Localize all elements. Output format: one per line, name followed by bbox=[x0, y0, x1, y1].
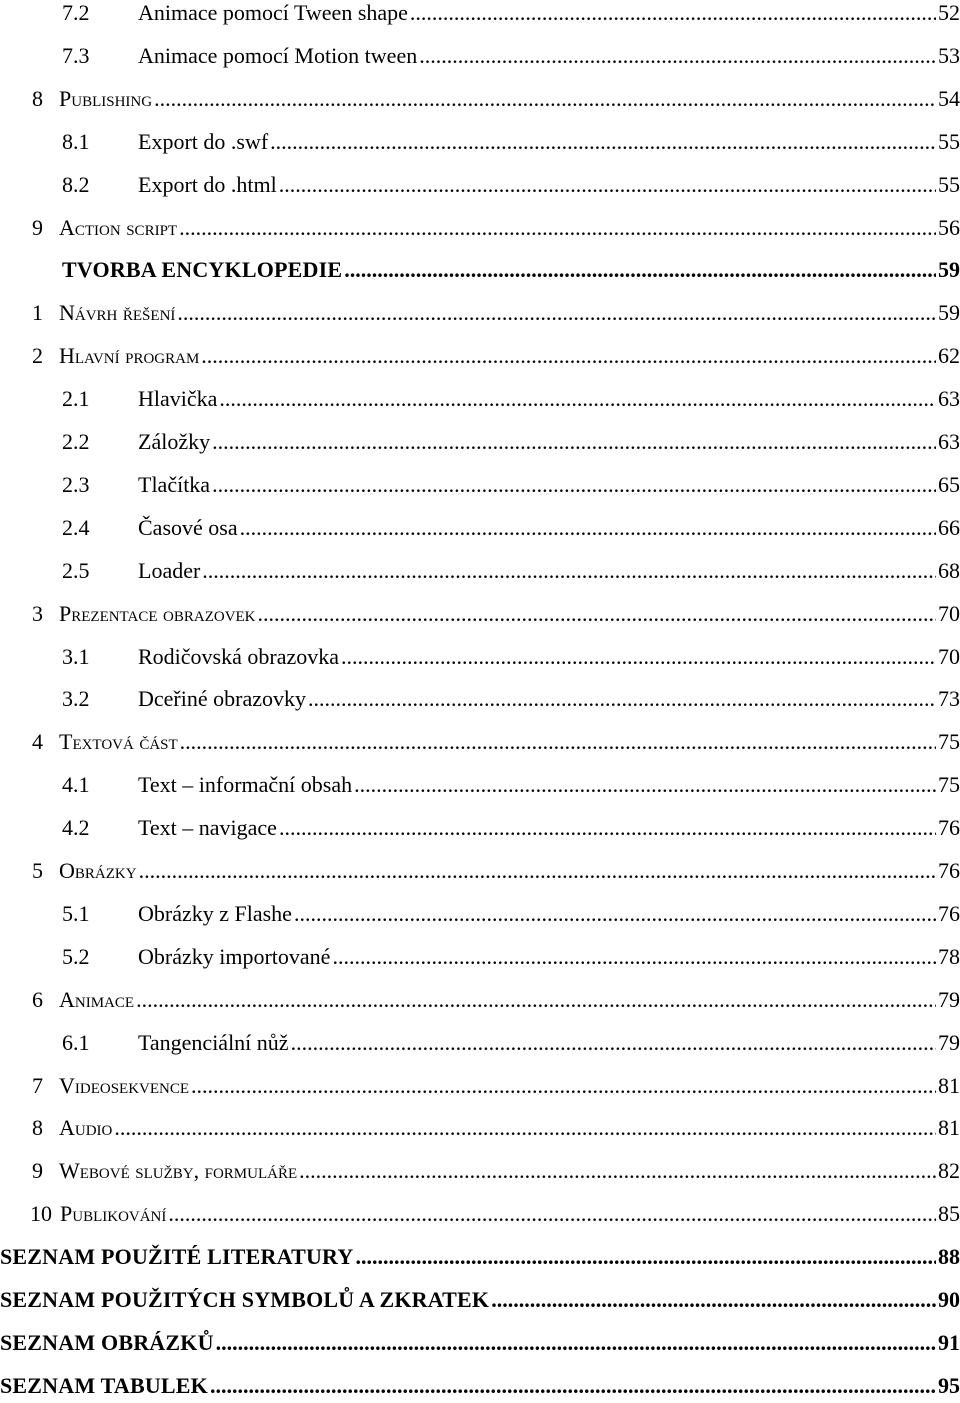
toc-entry[interactable] bbox=[0, 1326, 960, 1360]
toc-entry-title: Publikování bbox=[60, 1201, 167, 1227]
toc-entry-page: 82 bbox=[938, 1158, 960, 1184]
toc-entry-title: Export do .html bbox=[138, 171, 277, 197]
toc-dot-leader bbox=[491, 1283, 936, 1317]
toc-entry[interactable] bbox=[0, 382, 960, 416]
toc-entry-page: 59 bbox=[938, 257, 960, 283]
toc-dot-leader bbox=[177, 296, 936, 330]
toc-entry-title: Text – informační obsah bbox=[138, 772, 353, 798]
toc-entry-number: 9 bbox=[32, 214, 43, 240]
toc-dot-leader bbox=[219, 382, 936, 416]
toc-dot-leader bbox=[168, 1197, 936, 1231]
toc-dot-leader bbox=[308, 682, 936, 716]
toc-entry-title: Textová část bbox=[59, 729, 178, 755]
toc-dot-leader bbox=[258, 597, 936, 631]
toc-dot-leader bbox=[216, 1326, 936, 1360]
toc-entry-title: Dceřiné obrazovky bbox=[138, 686, 306, 712]
toc-entry-title: Webové služby, formuláře bbox=[59, 1158, 298, 1184]
toc-entry-number: 8 bbox=[32, 85, 43, 111]
toc-dot-leader bbox=[332, 940, 936, 974]
toc-dot-leader bbox=[180, 725, 936, 759]
toc-entry-page: 73 bbox=[938, 686, 960, 712]
toc-entry-page: 63 bbox=[938, 429, 960, 454]
toc-entry-number: 2.2 bbox=[62, 429, 90, 454]
toc-dot-leader bbox=[419, 39, 936, 73]
toc-entry-page: 79 bbox=[938, 986, 960, 1012]
toc-entry-page: 91 bbox=[938, 1329, 960, 1355]
toc-dot-leader bbox=[291, 1026, 936, 1060]
toc-entry[interactable] bbox=[0, 211, 960, 245]
toc-entry-number: 2.4 bbox=[62, 514, 90, 540]
toc-entry-title: Action script bbox=[59, 214, 178, 240]
toc-entry[interactable] bbox=[0, 854, 960, 888]
toc-entry-number: 7.3 bbox=[62, 42, 90, 68]
toc-entry-page: 75 bbox=[938, 772, 960, 798]
toc-entry-page: 88 bbox=[938, 1244, 960, 1270]
toc-entry[interactable] bbox=[0, 897, 960, 931]
toc-entry-page: 81 bbox=[938, 1115, 960, 1141]
toc-entry-number: 1 bbox=[32, 300, 43, 326]
toc-entry[interactable] bbox=[0, 1369, 960, 1403]
toc-entry[interactable] bbox=[0, 253, 960, 287]
toc-entry-number: 5.1 bbox=[62, 900, 90, 926]
toc-entry[interactable] bbox=[0, 1240, 960, 1274]
toc-entry-title: SEZNAM POUŽITÝCH SYMBOLŮ A ZKRATEK bbox=[0, 1287, 490, 1312]
toc-entry-title: Animace bbox=[59, 986, 135, 1012]
toc-entry-page: 70 bbox=[938, 600, 960, 626]
toc-entry[interactable] bbox=[0, 983, 960, 1017]
toc-entry-number: 8.2 bbox=[62, 171, 90, 197]
toc-entry-title: Návrh řešení bbox=[59, 300, 176, 326]
toc-entry[interactable] bbox=[0, 1069, 960, 1103]
toc-dot-leader bbox=[240, 511, 936, 545]
toc-dot-leader bbox=[294, 897, 936, 931]
toc-dot-leader bbox=[299, 1154, 936, 1188]
toc-entry-number: 3.2 bbox=[62, 686, 90, 712]
toc-entry[interactable] bbox=[0, 296, 960, 330]
toc-entry-page: 66 bbox=[938, 514, 960, 540]
toc-dot-leader bbox=[410, 0, 936, 30]
toc-dot-leader bbox=[212, 425, 936, 459]
toc-entry-number: 6.1 bbox=[62, 1029, 90, 1055]
toc-entry[interactable] bbox=[0, 339, 960, 373]
toc-entry-title: Text – navigace bbox=[138, 815, 277, 841]
toc-entry-number: 6 bbox=[32, 986, 43, 1012]
toc-entry-number: 5.2 bbox=[62, 943, 90, 969]
toc-entry[interactable] bbox=[0, 125, 960, 159]
toc-entry[interactable] bbox=[0, 1111, 960, 1145]
toc-entry-number: 2 bbox=[32, 343, 43, 369]
toc-entry-number: 2.5 bbox=[62, 557, 90, 583]
toc-dot-leader bbox=[191, 1069, 936, 1103]
toc-entry-page: 54 bbox=[938, 85, 960, 111]
toc-entry-title: Loader bbox=[138, 557, 201, 583]
toc-entry-page: 55 bbox=[938, 171, 960, 197]
toc-entry-number: 4.1 bbox=[62, 772, 90, 798]
toc-entry-title: Časové osa bbox=[138, 514, 238, 540]
toc-entry-page: 70 bbox=[938, 643, 960, 669]
toc-dot-leader bbox=[154, 82, 936, 116]
toc-entry-title: Obrázky bbox=[59, 858, 137, 883]
toc-entry-number: 8.1 bbox=[62, 128, 90, 154]
toc-entry-title: Obrázky importované bbox=[138, 943, 331, 969]
toc-entry[interactable] bbox=[0, 940, 960, 974]
toc-dot-leader bbox=[279, 168, 936, 202]
toc-entry-title: Animace pomocí Motion tween bbox=[138, 42, 418, 68]
toc-dot-leader bbox=[270, 125, 936, 159]
toc-dot-leader bbox=[136, 983, 936, 1017]
toc-entry-title: Hlavní program bbox=[59, 343, 200, 369]
toc-entry-page: 76 bbox=[938, 900, 960, 926]
toc-entry-number: 9 bbox=[32, 1158, 43, 1184]
toc-dot-leader bbox=[279, 811, 936, 845]
toc-entry-page: 76 bbox=[938, 815, 960, 841]
toc-entry-number: 8 bbox=[32, 1115, 43, 1141]
toc-entry[interactable] bbox=[0, 725, 960, 759]
toc-dot-leader bbox=[114, 1111, 936, 1145]
toc-entry-title: Tlačítka bbox=[138, 471, 211, 497]
toc-dot-leader bbox=[201, 339, 936, 373]
toc-entry-title: Tangenciální nůž bbox=[138, 1029, 289, 1055]
toc-entry-title: TVORBA ENCYKLOPEDIE bbox=[62, 257, 343, 283]
toc-entry-title: Videosekvence bbox=[59, 1072, 190, 1098]
toc-entry-number: 7.2 bbox=[62, 0, 90, 25]
toc-entry-page: 53 bbox=[938, 42, 960, 68]
toc-entry[interactable] bbox=[0, 1197, 960, 1231]
toc-entry[interactable] bbox=[0, 39, 960, 73]
toc-entry[interactable] bbox=[0, 168, 960, 202]
toc-entry-page: 68 bbox=[938, 557, 960, 583]
toc-entry-page: 56 bbox=[938, 214, 960, 240]
toc-entry[interactable] bbox=[0, 640, 960, 674]
toc-entry-number: 3.1 bbox=[62, 643, 90, 669]
toc-entry[interactable] bbox=[0, 1026, 960, 1060]
toc-entry-page: 52 bbox=[938, 0, 960, 25]
toc-entry[interactable] bbox=[0, 597, 960, 631]
toc-dot-leader bbox=[354, 768, 936, 802]
toc-dot-leader bbox=[210, 1369, 936, 1403]
toc-entry-title: Audio bbox=[59, 1115, 113, 1141]
toc-entry-page: 59 bbox=[938, 300, 960, 326]
toc-entry-title: SEZNAM OBRÁZKŮ bbox=[0, 1329, 214, 1355]
toc-entry[interactable] bbox=[0, 425, 960, 459]
toc-dot-leader bbox=[202, 554, 936, 588]
toc-entry-page: 90 bbox=[938, 1287, 960, 1312]
toc-entry-page: 75 bbox=[938, 729, 960, 755]
toc-entry-number: 10 bbox=[30, 1201, 52, 1227]
toc-dot-leader bbox=[355, 1240, 936, 1274]
toc-dot-leader bbox=[179, 211, 936, 245]
toc-entry-title: Záložky bbox=[138, 429, 211, 454]
toc-entry[interactable] bbox=[0, 82, 960, 116]
toc-entry-title: Animace pomocí Tween shape bbox=[138, 0, 408, 25]
toc-entry[interactable] bbox=[0, 811, 960, 845]
toc-entry[interactable] bbox=[0, 1154, 960, 1188]
toc-entry-page: 55 bbox=[938, 128, 960, 154]
toc-dot-leader bbox=[341, 640, 936, 674]
toc-entry-page: 65 bbox=[938, 471, 960, 497]
toc-entry-number: 5 bbox=[32, 858, 43, 883]
toc-entry-page: 79 bbox=[938, 1029, 960, 1055]
toc-entry-page: 63 bbox=[938, 386, 960, 412]
toc-entry-title: Hlavička bbox=[138, 386, 218, 412]
toc-entry[interactable] bbox=[0, 682, 960, 716]
toc-dot-leader bbox=[212, 468, 936, 502]
toc-dot-leader bbox=[139, 854, 936, 888]
toc-entry-title: Rodičovská obrazovka bbox=[138, 643, 339, 669]
toc-entry[interactable] bbox=[0, 1283, 960, 1317]
toc-entry[interactable] bbox=[0, 468, 960, 502]
toc-entry-number: 3 bbox=[32, 600, 43, 626]
toc-entry-number: 4 bbox=[32, 729, 43, 755]
toc-entry-page: 62 bbox=[938, 343, 960, 369]
toc-entry[interactable] bbox=[0, 554, 960, 588]
toc-entry[interactable] bbox=[0, 0, 960, 30]
toc-entry-title: Prezentace obrazovek bbox=[59, 600, 256, 626]
toc-entry-page: 85 bbox=[938, 1201, 960, 1227]
toc-entry-number: 2.1 bbox=[62, 386, 90, 412]
toc-entry-page: 76 bbox=[938, 858, 960, 883]
toc-entry-title: SEZNAM POUŽITÉ LITERATURY bbox=[0, 1244, 354, 1270]
toc-entry-page: 95 bbox=[938, 1372, 960, 1398]
toc-entry-title: Obrázky z Flashe bbox=[138, 900, 292, 926]
toc-entry[interactable] bbox=[0, 511, 960, 545]
toc-entry-number: 7 bbox=[32, 1072, 43, 1098]
toc-entry-number: 4.2 bbox=[62, 815, 90, 841]
toc-entry-title: Export do .swf bbox=[138, 128, 269, 154]
toc-entry-title: Publishing bbox=[59, 85, 153, 111]
toc-entry[interactable] bbox=[0, 768, 960, 802]
toc-entry-number: 2.3 bbox=[62, 471, 90, 497]
toc-entry-title: SEZNAM TABULEK bbox=[0, 1372, 208, 1398]
toc-entry-page: 78 bbox=[938, 943, 960, 969]
toc-entry-page: 81 bbox=[938, 1072, 960, 1098]
toc-dot-leader bbox=[344, 253, 936, 287]
